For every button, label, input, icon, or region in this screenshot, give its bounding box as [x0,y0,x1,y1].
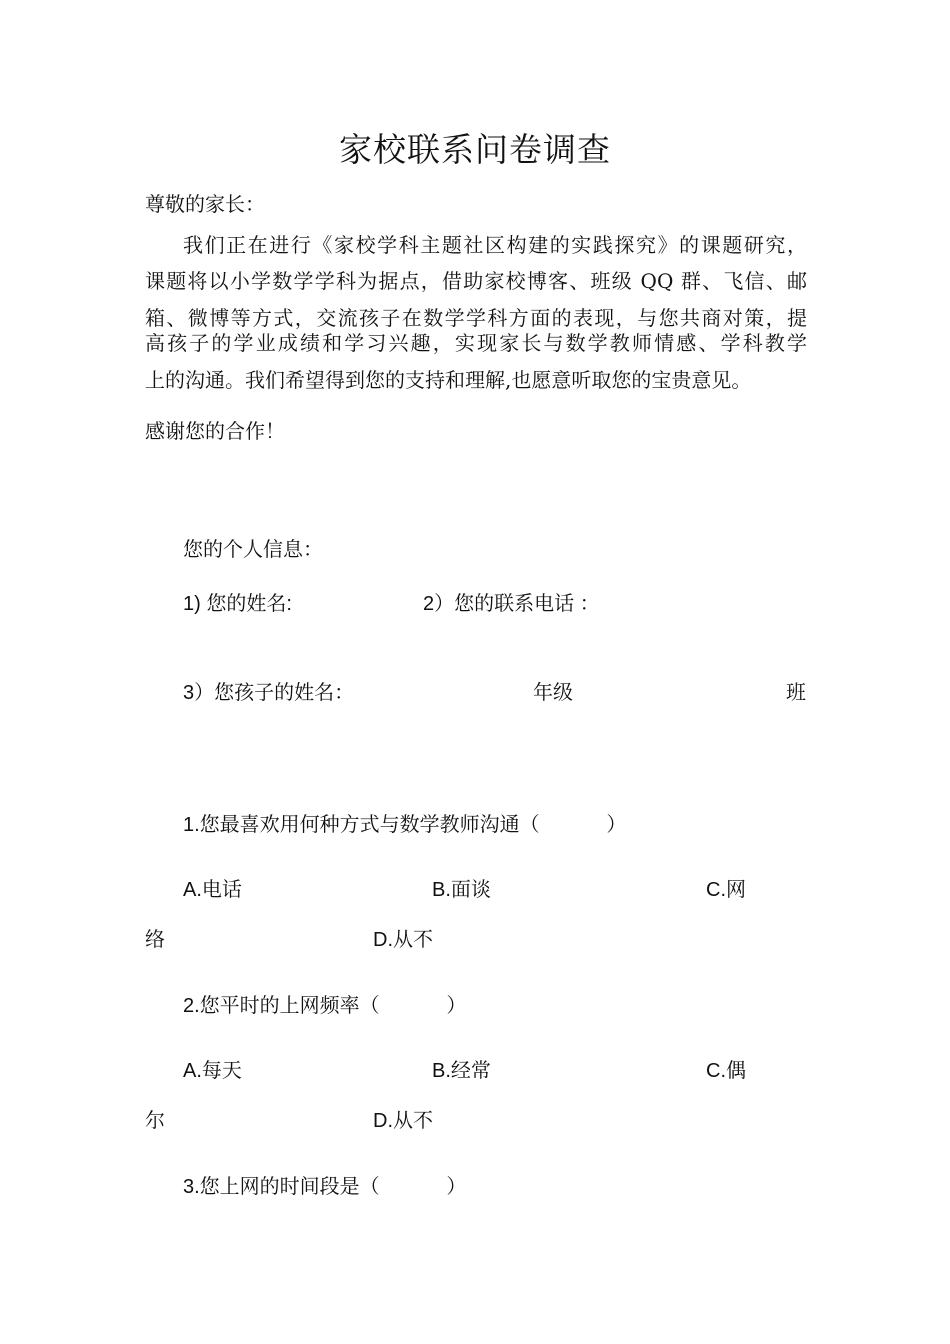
option-a: A.每天 [183,1060,242,1082]
question-prompt: 2.您平时的上网频率（ ） [183,995,467,1017]
class-label: 班 [786,682,806,704]
option-a: A.电话 [183,879,242,901]
name-label: 1) 您的姓名: [183,593,292,615]
intro-line: 高孩子的学业成绩和学习兴趣，实现家长与数学教师情感、学科教学 [145,331,807,355]
child-name-label: 3）您孩子的姓名： [183,682,355,704]
intro-line: 我们正在进行《家校学科主题社区构建的实践探究》的课题研究， [183,233,807,257]
option-b: B.面谈 [432,879,491,901]
option-d: D.从不 [373,929,433,951]
intro-line: 箱、微博等方式，交流孩子在数学学科方面的表现，与您共商对策，提 [145,306,807,330]
grade-label: 年级 [533,682,573,704]
question-prompt: 3.您上网的时间段是（ ） [183,1176,467,1198]
intro-line: 上的沟通。我们希望得到您的支持和理解,也愿意听取您的宝贵意见。 [145,368,752,392]
salutation: 尊敬的家长： [145,192,265,216]
option-b: B.经常 [432,1060,491,1082]
option-c-continued: 尔 [145,1110,165,1132]
page-title: 家校联系问卷调查 [339,130,611,169]
intro-line: 课题将以小学数学学科为据点，借助家校博客、班级 QQ 群、飞信、邮 [145,269,807,293]
question-prompt: 1.您最喜欢用何种方式与数学教师沟通（ ） [183,814,627,836]
thanks-text: 感谢您的合作！ [145,419,285,443]
personal-info-heading: 您的个人信息： [183,537,323,561]
option-c-continued: 络 [145,929,165,951]
option-c: C.网 [706,879,746,901]
option-d: D.从不 [373,1110,433,1132]
option-c: C.偶 [706,1060,746,1082]
phone-label: 2）您的联系电话 ： [423,593,600,615]
